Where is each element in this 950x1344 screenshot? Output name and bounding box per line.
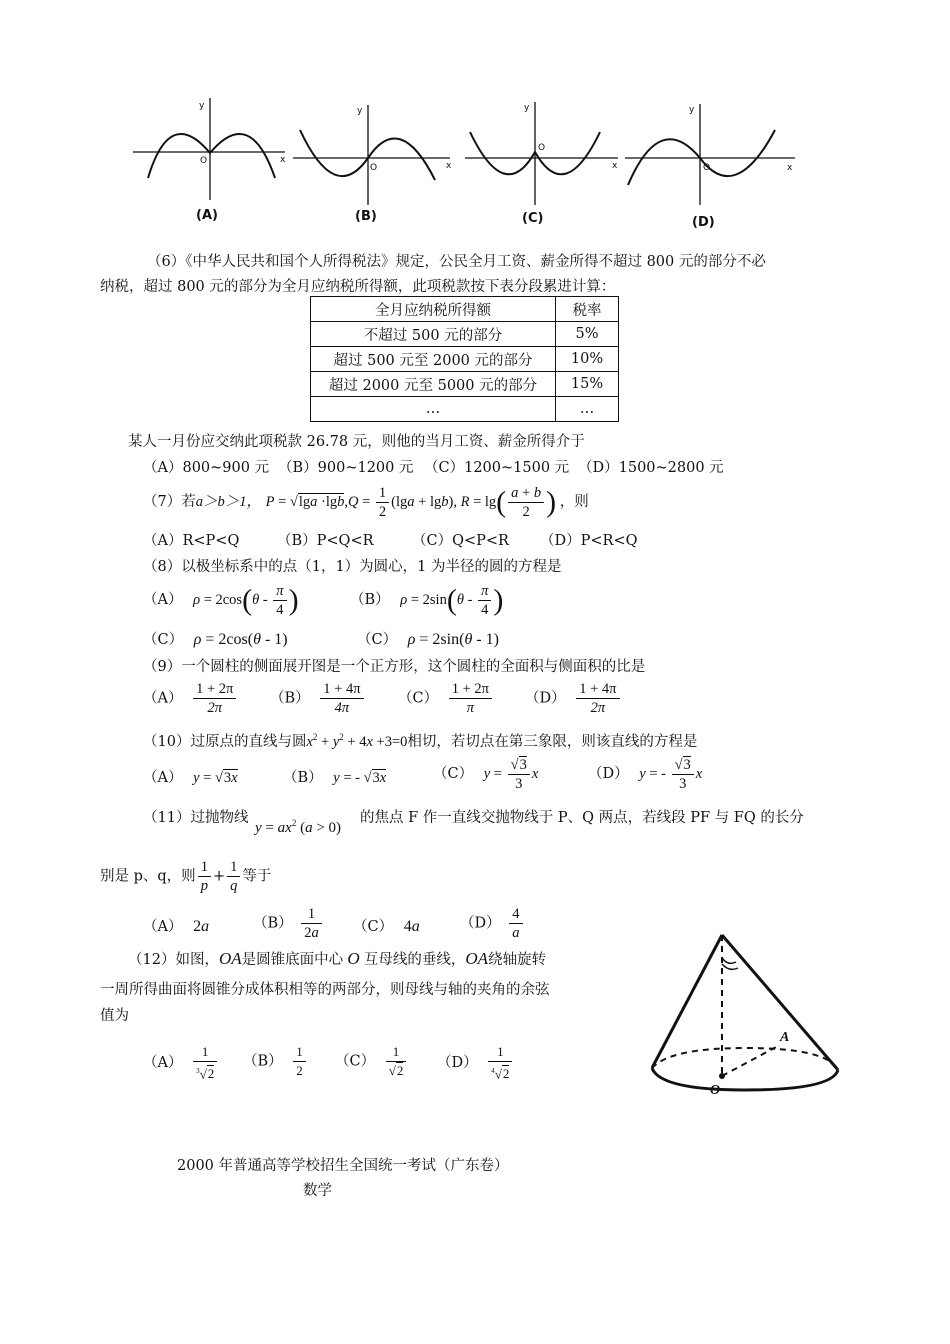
- graph-d-x-label: x: [787, 163, 793, 173]
- graph-a-y-label: y: [199, 101, 205, 111]
- graph-c-x-label: x: [612, 161, 618, 171]
- table-cell: …: [556, 397, 619, 422]
- q12-option-b: （B） $\frac{1}{2}$: [243, 1043, 308, 1080]
- table-row: [311, 397, 619, 422]
- q7-prefix: （7）若: [143, 494, 196, 510]
- q7-condition: a＞b＞1，: [195, 494, 261, 510]
- q10-label-b: （B）: [283, 770, 323, 786]
- q9-option-c: [398, 680, 494, 717]
- graph-d-y-label: y: [689, 105, 695, 115]
- q12-line1-b: 是圆锥底面中心: [241, 952, 344, 968]
- q10-option-c: （C） y = $\frac{√3}{3}$ x: [433, 757, 539, 792]
- graph-c-caption: (C): [522, 211, 544, 226]
- q7-stem: [143, 484, 589, 521]
- graph-d-origin-label: O: [703, 163, 711, 173]
- q11-label-d: （D）: [460, 915, 501, 932]
- q7-option-d: （D）P<R<Q: [540, 533, 638, 549]
- graph-b-y-label: y: [357, 106, 363, 116]
- table-row: [311, 347, 619, 372]
- graph-a: [133, 98, 285, 200]
- graph-a-caption: (A): [196, 208, 218, 223]
- q10-stem-a: （10）过原点的直线与圆: [143, 734, 307, 750]
- graph-b-caption: (B): [355, 209, 377, 224]
- q7-option-b: （B）P<Q<R: [277, 533, 374, 549]
- q10-label-a: （A）: [143, 770, 183, 786]
- q9-label-d: （D）: [525, 690, 566, 707]
- table-header-row: [311, 297, 619, 322]
- q8-label-d: （C）: [357, 632, 398, 648]
- table-cell: 10%: [556, 347, 619, 372]
- q8-option-b: （B） ρ = 2sin(θ - $\frac{\pi}{4}$ ): [350, 583, 504, 619]
- q12-label-c: （C）: [335, 1053, 376, 1070]
- q9-den-c: π: [466, 700, 474, 716]
- table-cell: …: [311, 397, 556, 422]
- cone-figure: [640, 928, 850, 1098]
- q6-option-c: （C）1200~1500 元: [424, 460, 570, 476]
- table-cell: 15%: [556, 372, 619, 397]
- q7-formula: P = √lga ·lgb,Q = $\frac{1}{2}$ (lga + lgb), R = lg( $\frac{a + b}{2}$ ): [265, 485, 557, 521]
- graph-c: [465, 102, 618, 205]
- table-cell: 5%: [556, 322, 619, 347]
- q12-line2: 一周所得曲面将圆锥分成体积相等的两部分，则母线与轴的夹角的余弦: [100, 982, 550, 998]
- q12-option-c: （C） $\frac{1}{√2}$: [335, 1043, 408, 1080]
- q12-line1-c: 互母线的垂线，: [363, 952, 466, 968]
- q11-stem-a: （11）过抛物线: [143, 810, 249, 826]
- graph-b-origin-label: O: [370, 163, 378, 173]
- q9-stem: （9）一个圆柱的侧面展开图是一个正方形，这个圆柱的全面积与侧面积的比是: [143, 659, 646, 675]
- table-cell: 超过 2000 元至 5000 元的部分: [311, 372, 556, 397]
- q10-stem: （10）过原点的直线与圆$x^2 + y^2 + 4x +3=0$相切，若切点在第三象限，则该直线的方程是: [143, 732, 698, 750]
- q9-num-a: 1 + 2π: [193, 680, 236, 699]
- graph-a-x-label: x: [280, 155, 286, 165]
- q7-option-c: （C）Q<P<R: [412, 533, 509, 549]
- graph-c-origin-label: O: [538, 143, 546, 153]
- table-header-cell: 税率: [556, 297, 619, 322]
- q12-label-a: （A）: [143, 1055, 183, 1072]
- graph-a-origin-label: O: [200, 156, 208, 166]
- q11-option-c: （C） 4a: [353, 918, 420, 935]
- table-cell: 不超过 500 元的部分: [311, 322, 556, 347]
- table-row: [311, 322, 619, 347]
- exam-title: 2000 年普通高等学校招生全国统一考试（广东卷）: [177, 1158, 509, 1174]
- q7-option-a: （A）R<P<Q: [143, 533, 240, 549]
- q11-line2: 别是 p、q，则 $\frac{1}{p}$ + $\frac{1}{q}$ 等于: [100, 859, 272, 894]
- q8-option-d: （C） ρ = 2sin(θ - 1): [357, 631, 499, 648]
- q8-label-c: （C）: [143, 632, 184, 648]
- exam-subject: 数学: [303, 1183, 332, 1199]
- q12-label-b: （B）: [243, 1053, 283, 1070]
- q12-line1-a: （12）如图，: [128, 952, 219, 968]
- q9-den-b: 4π: [334, 700, 350, 716]
- q11-option-a: （A） 2a: [143, 918, 210, 935]
- q12-option-d: （D） $\frac{1}{^4√2}$: [437, 1043, 514, 1083]
- q6-option-a: （A）800~900 元: [143, 460, 270, 476]
- table-cell: 超过 500 元至 2000 元的部分: [311, 347, 556, 372]
- q9-den-d: 2π: [590, 700, 606, 716]
- q12-option-a: （A） $\frac{1}{^3√2}$: [143, 1043, 219, 1083]
- cone-label-o: O: [710, 1083, 721, 1098]
- graph-d-caption: (D): [692, 215, 715, 230]
- q9-label-a: （A）: [143, 690, 183, 707]
- graph-c-y-label: y: [524, 103, 530, 113]
- q7-suffix: ，则: [559, 494, 589, 510]
- q8-label-b: （B）: [350, 592, 390, 608]
- q10-option-b: （B） y = - √3x: [283, 770, 387, 786]
- q9-option-d: [525, 680, 622, 717]
- q9-den-a: 2π: [207, 700, 222, 716]
- q12-line1-d: 绕轴旋转: [488, 952, 547, 968]
- q9-num-c: 1 + 2π: [449, 680, 492, 699]
- q11-option-d: （D） $\frac{4}{a}$: [460, 905, 525, 942]
- function-graphs: [0, 0, 950, 235]
- q10-label-d: （D）: [588, 765, 629, 782]
- q11-line2-b: 等于: [242, 868, 272, 885]
- cone-label-a: A: [780, 1030, 790, 1045]
- q8-label-a: （A）: [143, 592, 183, 608]
- graph-b: [293, 105, 450, 205]
- q11-stem-b: 的焦点 F 作一直线交抛物线于 P、Q 两点，若线段 PF 与 FQ 的长分: [360, 810, 804, 826]
- q11-line2-a: 别是 p、q，则: [100, 868, 196, 885]
- q9-option-a: [143, 680, 238, 717]
- q9-option-b: [270, 680, 366, 717]
- q9-label-b: （B）: [270, 690, 310, 707]
- q11-option-b: （B） $\frac{1}{2a}$: [253, 905, 324, 942]
- q12-line3: 值为: [100, 1008, 129, 1024]
- graph-d: [625, 104, 795, 205]
- q6-option-d: （D）1500~2800 元: [578, 460, 724, 476]
- q8-option-a: （A） ρ = 2cos(θ - $\frac{\pi}{4}$ ): [143, 583, 299, 619]
- graph-b-x-label: x: [446, 161, 452, 171]
- table-row: [311, 372, 619, 397]
- q11-label-c: （C）: [353, 919, 394, 935]
- q9-label-c: （C）: [398, 690, 439, 707]
- q10-option-d: （D） y = - $\frac{√3}{3}$ x: [588, 757, 703, 792]
- q11-label-b: （B）: [253, 915, 293, 932]
- q6-line2: 纳税，超过 800 元的部分为全月应纳税所得额，此项税款按下表分段累进计算：: [100, 279, 616, 295]
- q6-option-b: （B）900~1200 元: [278, 460, 414, 476]
- q10-option-a: （A） y = √3x: [143, 770, 238, 786]
- tax-table: [310, 296, 619, 422]
- q6-line3: 某人一月份应交纳此项税款 26.78 元，则他的当月工资、薪金所得介于: [128, 434, 585, 450]
- q10-stem-b: 相切，若切点在第三象限，则该直线的方程是: [407, 734, 698, 750]
- q8-stem: （8）以极坐标系中的点（1，1）为圆心，1 为半径的圆的方程是: [143, 559, 562, 575]
- q12-line1: （12）如图，OA是圆锥底面中心 O 互母线的垂线，OA绕轴旋转: [128, 949, 547, 968]
- q12-label-d: （D）: [437, 1055, 478, 1072]
- q9-num-b: 1 + 4π: [320, 680, 363, 699]
- table-header-cell: 全月应纳税所得额: [311, 297, 556, 322]
- q11-label-a: （A）: [143, 919, 183, 935]
- q9-num-d: 1 + 4π: [576, 680, 619, 699]
- q10-label-c: （C）: [433, 765, 474, 782]
- q11-parabola: $y = ax^2$ (a > 0): [255, 818, 342, 836]
- q6-line1: （6）《中华人民共和国个人所得税法》规定，公民全月工资、薪金所得不超过 800 元的部分不必: [147, 254, 766, 270]
- q8-option-c: （C） ρ = 2cos(θ - 1): [143, 631, 288, 648]
